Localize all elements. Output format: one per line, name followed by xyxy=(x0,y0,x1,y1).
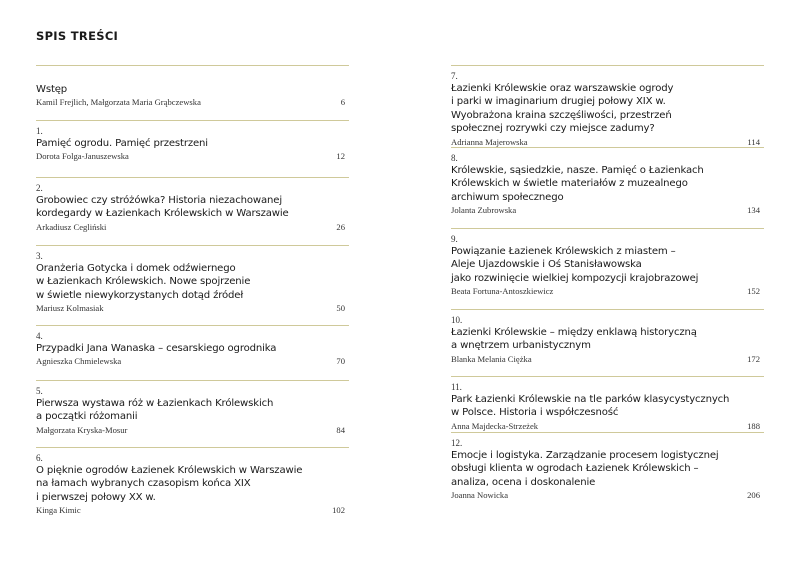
chapter-page-number: 152 xyxy=(747,286,760,297)
chapter-title: Powiązanie Łazienek Królewskich z miastem – Aleje Ujazdowskie i Oś Stanisławowska jako rozwinięcie wielkiej kompozycji krajobrazowej xyxy=(451,246,699,284)
chapter-author: Kamil Frejlich, Małgorzata Maria Grąbczewska xyxy=(36,97,201,108)
chapter-title: Grobowiec czy stróżówka? Historia niezachowanej kordegardy w Łazienkach Królewskich w Warszawie xyxy=(36,195,289,220)
chapter-author: Adrianna Majerowska xyxy=(451,136,528,147)
chapter-title: O pięknie ogrodów Łazienek Królewskich w Warszawie na łamach wybranych czasopism końca XIX i pierwszej połowy XX w. xyxy=(36,465,303,503)
chapter-page-number: 70 xyxy=(336,356,345,367)
toc-entry[interactable] xyxy=(36,120,349,162)
chapter-title: Wstęp xyxy=(36,84,68,95)
chapter-meta xyxy=(36,97,349,108)
chapter-number: 4. xyxy=(36,331,43,341)
chapter-number: 1. xyxy=(36,126,43,136)
entry-divider xyxy=(36,325,349,326)
chapter-page-number: 6 xyxy=(340,97,345,108)
chapter-meta xyxy=(36,356,349,367)
chapter-meta xyxy=(451,421,764,432)
chapter-number: 5. xyxy=(36,386,43,396)
chapter-number: 11. xyxy=(451,382,462,392)
chapter-meta xyxy=(451,205,764,216)
entry-divider xyxy=(451,65,764,66)
chapter-meta xyxy=(451,286,764,297)
toc-entry[interactable] xyxy=(36,245,349,314)
chapter-title: Pamięć ogrodu. Pamięć przestrzeni xyxy=(36,138,208,149)
chapter-number: 2. xyxy=(36,183,43,193)
entry-divider xyxy=(451,228,764,229)
toc-entry[interactable] xyxy=(451,228,764,297)
chapter-author: Arkadiusz Cegliński xyxy=(36,221,107,232)
chapter-title: Łazienki Królewskie oraz warszawskie ogrody i parki w imaginarium drugiej połowy XIX w. Wyobrażona kraina szczęśliwości, przestrzeń społecznej rozrywki czy miejsce zadumy? xyxy=(451,83,674,135)
chapter-meta xyxy=(36,505,349,516)
chapter-title: Królewskie, sąsiedzkie, nasze. Pamięć o Łazienkach Królewskich w świetle materiałów z muzealnego archiwum społecznego xyxy=(451,165,704,203)
entry-divider xyxy=(36,245,349,246)
chapter-number: 7. xyxy=(451,71,458,81)
chapter-meta xyxy=(36,151,349,162)
entry-divider xyxy=(36,447,349,448)
toc-entry[interactable] xyxy=(451,376,764,432)
chapter-author: Jolanta Zubrowska xyxy=(451,205,517,216)
chapter-meta xyxy=(36,303,349,314)
chapter-author: Beata Fortuna-Antoszkiewicz xyxy=(451,286,554,297)
chapter-meta xyxy=(451,137,764,148)
chapter-title: Park Łazienki Królewskie na tle parków klasycystycznych w Polsce. Historia i współczesność xyxy=(451,394,730,419)
toc-entry[interactable] xyxy=(36,177,349,233)
entry-divider xyxy=(451,376,764,377)
toc-entry[interactable] xyxy=(36,380,349,436)
chapter-page-number: 172 xyxy=(747,353,760,364)
entry-divider xyxy=(36,177,349,178)
toc-entry[interactable] xyxy=(451,65,764,148)
entry-divider xyxy=(36,120,349,121)
chapter-page-number: 114 xyxy=(747,136,760,147)
chapter-title: Pierwsza wystawa róż w Łazienkach Królewskich a początki różomanii xyxy=(36,398,274,423)
entry-divider xyxy=(451,147,764,148)
chapter-meta xyxy=(36,425,349,436)
chapter-title: Przypadki Jana Wanaska – cesarskiego ogrodnika xyxy=(36,343,277,354)
chapter-page-number: 188 xyxy=(747,420,760,431)
entry-divider xyxy=(36,380,349,381)
entry-divider xyxy=(451,432,764,433)
chapter-page-number: 84 xyxy=(336,424,345,435)
chapter-author: Agnieszka Chmielewska xyxy=(36,356,122,367)
chapter-page-number: 206 xyxy=(747,490,760,501)
chapter-author: Kinga Kimic xyxy=(36,505,81,516)
chapter-number: 9. xyxy=(451,234,458,244)
toc-entry[interactable] xyxy=(451,432,764,501)
entry-divider xyxy=(36,65,349,66)
chapter-author: Joanna Nowicka xyxy=(451,490,509,501)
toc-entry[interactable] xyxy=(451,147,764,216)
entry-divider xyxy=(451,309,764,310)
toc-entry[interactable] xyxy=(36,65,349,108)
chapter-meta xyxy=(451,354,764,365)
chapter-meta xyxy=(451,490,764,501)
toc-heading: SPIS TREŚCI xyxy=(36,29,119,43)
toc-entry[interactable] xyxy=(36,325,349,367)
chapter-page-number: 12 xyxy=(336,151,345,162)
chapter-title: Emocje i logistyka. Zarządzanie procesem logistycznej obsługi klienta w ogrodach Łazienek Królewskich – analiza, ocena i doskonalenie xyxy=(451,450,719,488)
chapter-page-number: 134 xyxy=(747,205,760,216)
chapter-number: 6. xyxy=(36,453,43,463)
chapter-meta xyxy=(36,222,349,233)
toc-entry[interactable] xyxy=(36,447,349,516)
chapter-page-number: 26 xyxy=(336,221,345,232)
chapter-number: 10. xyxy=(451,315,463,325)
chapter-title: Oranżeria Gotycka i domek odźwiernego w Łazienkach Królewskich. Nowe spojrzenie w świetle niewykorzystanych dotąd źródeł xyxy=(36,263,251,301)
chapter-number: 3. xyxy=(36,251,43,261)
chapter-page-number: 102 xyxy=(332,505,345,516)
chapter-author: Anna Majdecka-Strzeżek xyxy=(451,420,539,431)
chapter-author: Dorota Folga-Januszewska xyxy=(36,151,129,162)
chapter-page-number: 50 xyxy=(336,303,345,314)
chapter-number: 12. xyxy=(451,438,463,448)
chapter-author: Mariusz Kolmasiak xyxy=(36,303,104,314)
toc-entry[interactable] xyxy=(451,309,764,365)
chapter-title: Łazienki Królewskie – między enklawą historyczną a wnętrzem urbanistycznym xyxy=(451,327,697,352)
chapter-number: 8. xyxy=(451,153,458,163)
chapter-author: Blanka Melania Ciężka xyxy=(451,353,532,364)
chapter-author: Małgorzata Kryska-Mosur xyxy=(36,424,128,435)
